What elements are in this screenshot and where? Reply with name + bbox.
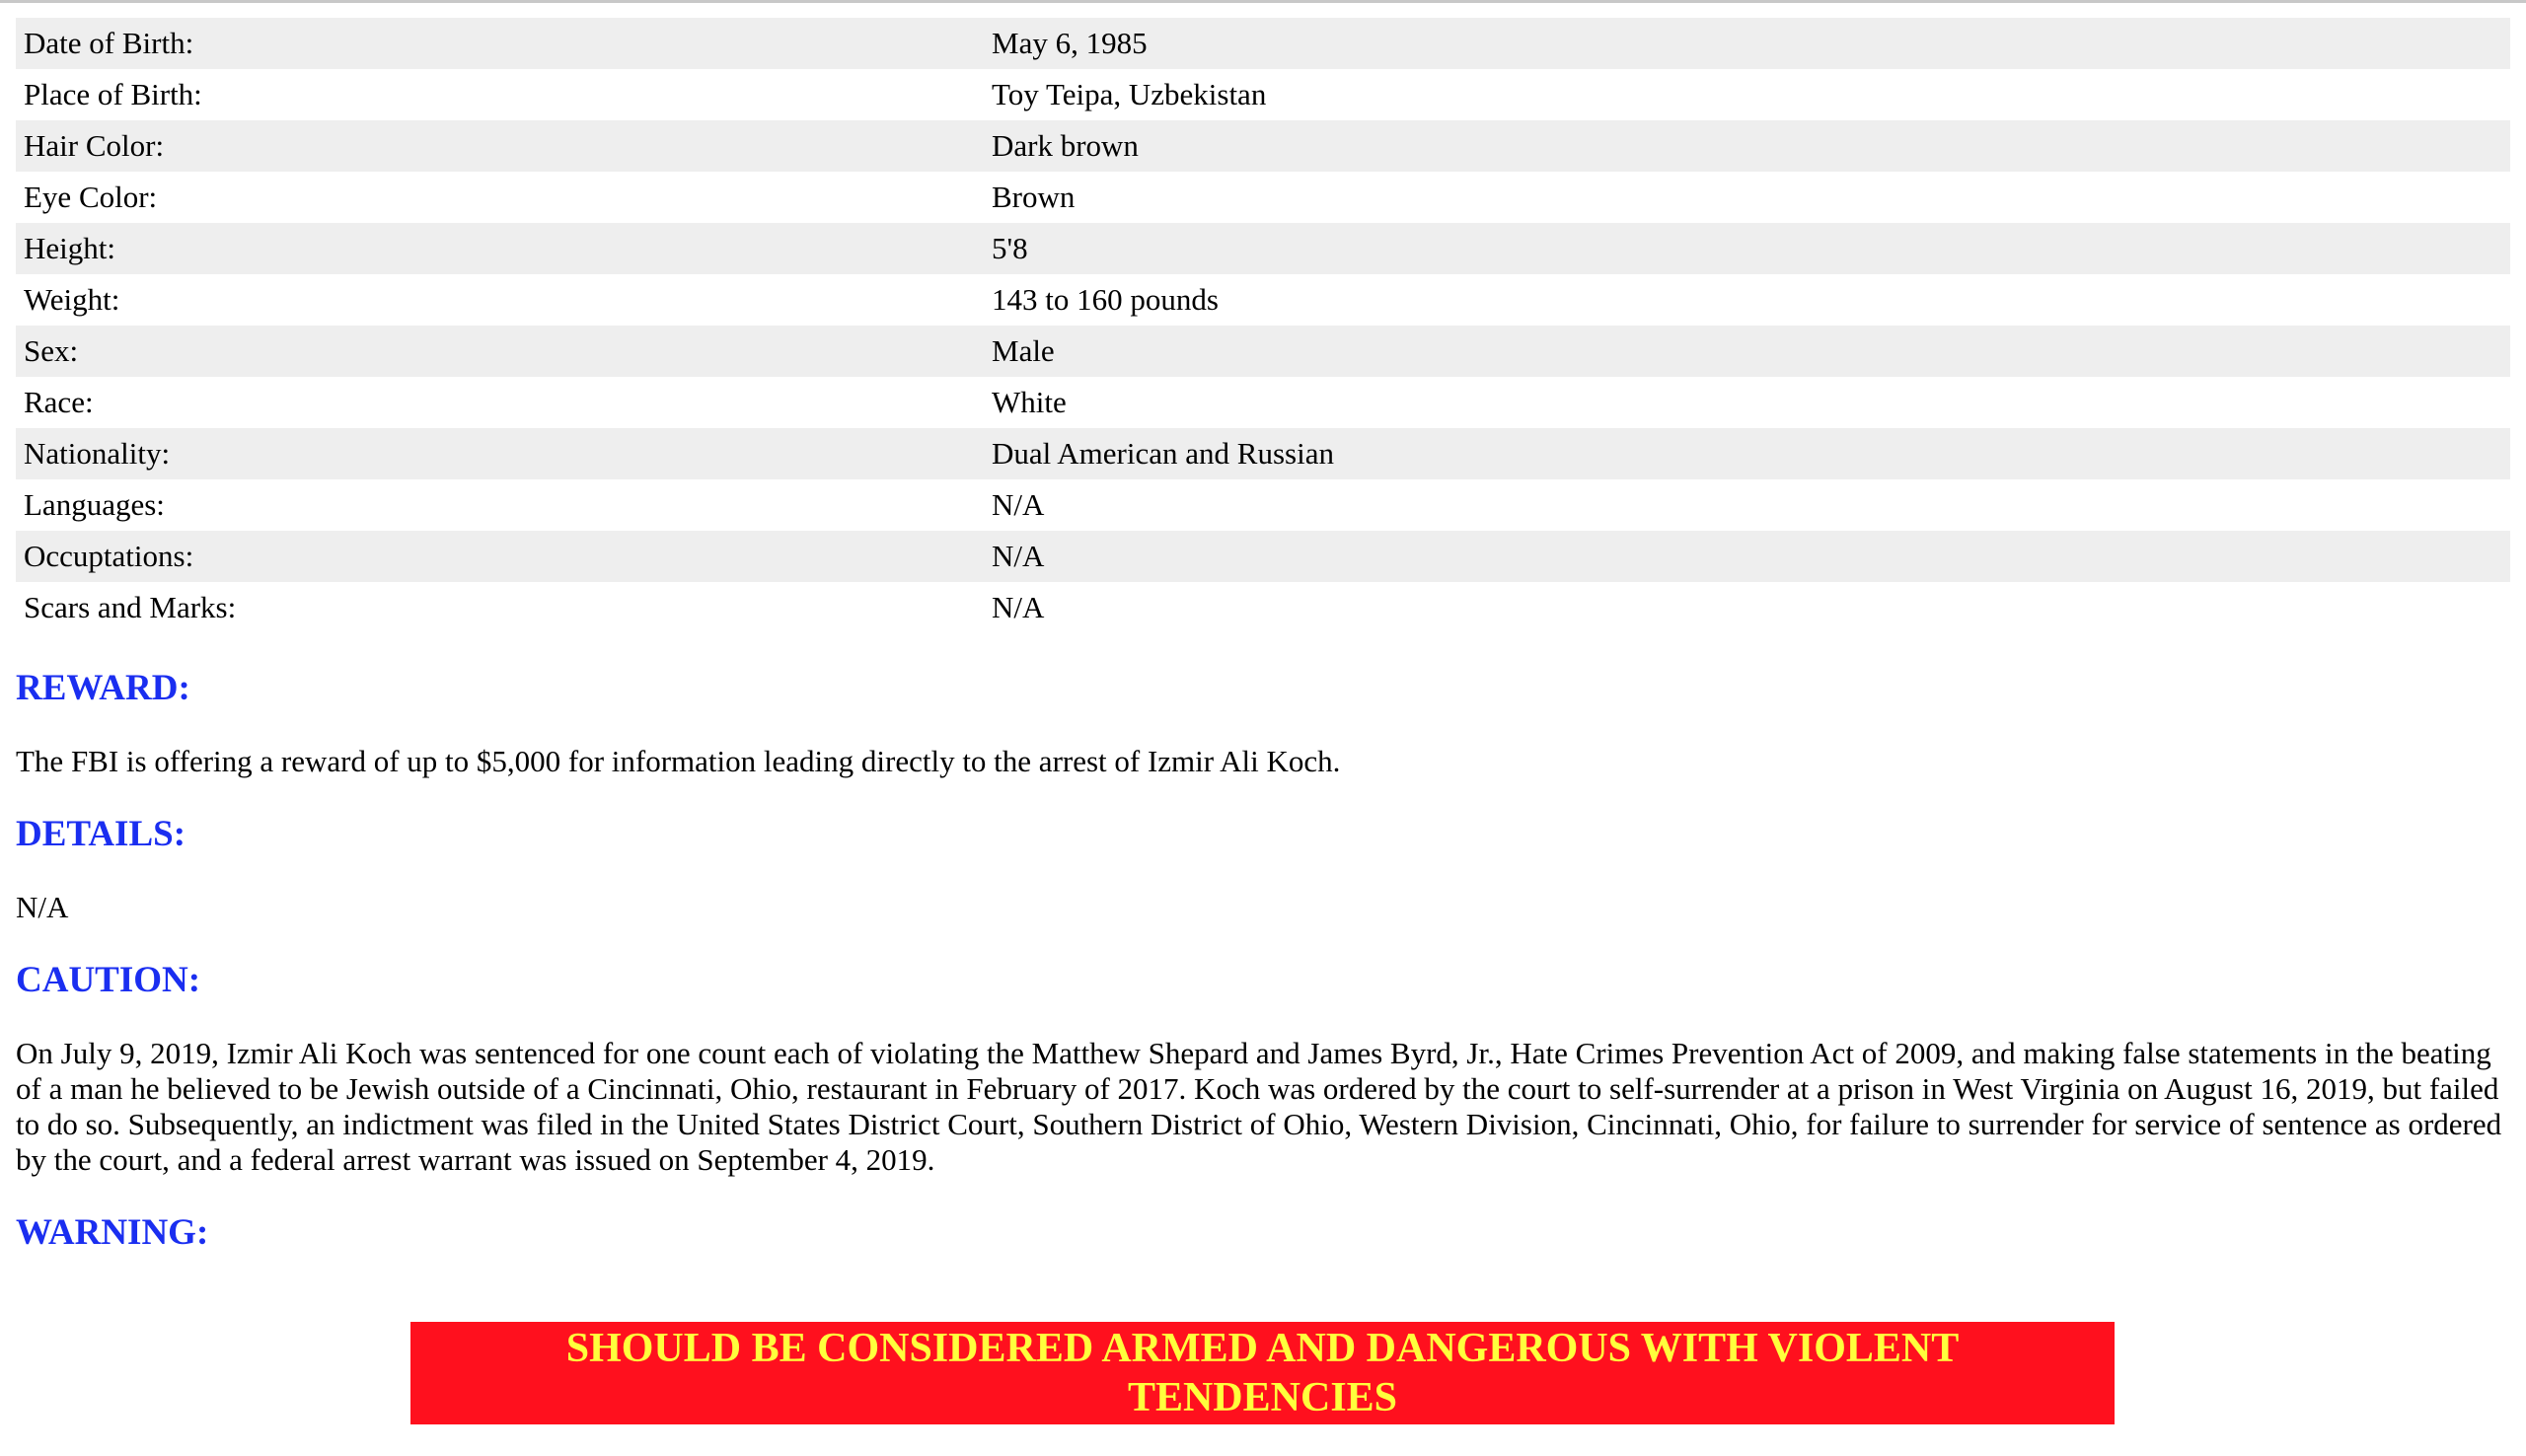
reward-text: The FBI is offering a reward of up to $5,000 for information leading directly to the arrest of Izmir Ali Koch. bbox=[16, 744, 1341, 778]
caution-text: On July 9, 2019, Izmir Ali Koch was sentenced for one count each of violating the Matthew Shepard and James Byrd, Jr., Hate Crimes Prevention Act of 2009, and making false statements in the beating of a man he believed to be Jewish outside of a Cincinnati, Ohio, restaurant in February of 2017. Koch was ordered by the court to self-surrender at a prison in West Virginia on August 16, 2019, but failed to do so. Subsequently, an indictment was filed in the United States District Court, Southern District of Ohio, Western Division, Cincinnati, Ohio, for failure to surrender for service of sentence as ordered by the court, and a federal arrest warrant was issued on September 4, 2019. bbox=[16, 1036, 2502, 1177]
row-value: Dual American and Russian bbox=[984, 428, 2510, 479]
reward-heading: REWARD: bbox=[16, 668, 190, 708]
row-label: Race: bbox=[16, 377, 984, 428]
caution-heading: CAUTION: bbox=[16, 960, 201, 1000]
row-label: Date of Birth: bbox=[16, 18, 984, 69]
row-value: 143 to 160 pounds bbox=[984, 274, 2510, 326]
row-value: White bbox=[984, 377, 2510, 428]
table-row bbox=[16, 223, 2510, 274]
row-value: N/A bbox=[984, 479, 2510, 531]
main-content bbox=[16, 18, 2510, 1255]
table-row bbox=[16, 582, 2510, 633]
row-label: Languages: bbox=[16, 479, 984, 531]
row-value: Dark brown bbox=[984, 120, 2510, 172]
table-row bbox=[16, 479, 2510, 531]
table-row bbox=[16, 377, 2510, 428]
warning-banner-text: SHOULD BE CONSIDERED ARMED AND DANGEROUS WITH VIOLENT TENDENCIES bbox=[565, 1326, 1960, 1420]
row-label: Weight: bbox=[16, 274, 984, 326]
row-value: Brown bbox=[984, 172, 2510, 223]
row-label: Nationality: bbox=[16, 428, 984, 479]
row-label: Hair Color: bbox=[16, 120, 984, 172]
row-label: Place of Birth: bbox=[16, 69, 984, 120]
description-table bbox=[16, 18, 2510, 633]
row-label: Eye Color: bbox=[16, 172, 984, 223]
row-label: Scars and Marks: bbox=[16, 582, 984, 633]
table-row bbox=[16, 120, 2510, 172]
row-label: Sex: bbox=[16, 326, 984, 377]
description-table-body bbox=[16, 18, 2510, 633]
row-label: Height: bbox=[16, 223, 984, 274]
row-value: May 6, 1985 bbox=[984, 18, 2510, 69]
table-row bbox=[16, 18, 2510, 69]
details-text: N/A bbox=[16, 890, 69, 924]
row-value: N/A bbox=[984, 582, 2510, 633]
warning-banner bbox=[410, 1322, 2115, 1424]
top-divider bbox=[0, 0, 2526, 3]
table-row bbox=[16, 172, 2510, 223]
table-row bbox=[16, 326, 2510, 377]
row-value: Toy Teipa, Uzbekistan bbox=[984, 69, 2510, 120]
table-row bbox=[16, 531, 2510, 582]
row-value: N/A bbox=[984, 531, 2510, 582]
warning-heading: WARNING: bbox=[16, 1212, 209, 1253]
details-heading: DETAILS: bbox=[16, 814, 186, 854]
row-value: Male bbox=[984, 326, 2510, 377]
row-value: 5'8 bbox=[984, 223, 2510, 274]
table-row bbox=[16, 69, 2510, 120]
table-row bbox=[16, 274, 2510, 326]
table-row bbox=[16, 428, 2510, 479]
row-label: Occuptations: bbox=[16, 531, 984, 582]
